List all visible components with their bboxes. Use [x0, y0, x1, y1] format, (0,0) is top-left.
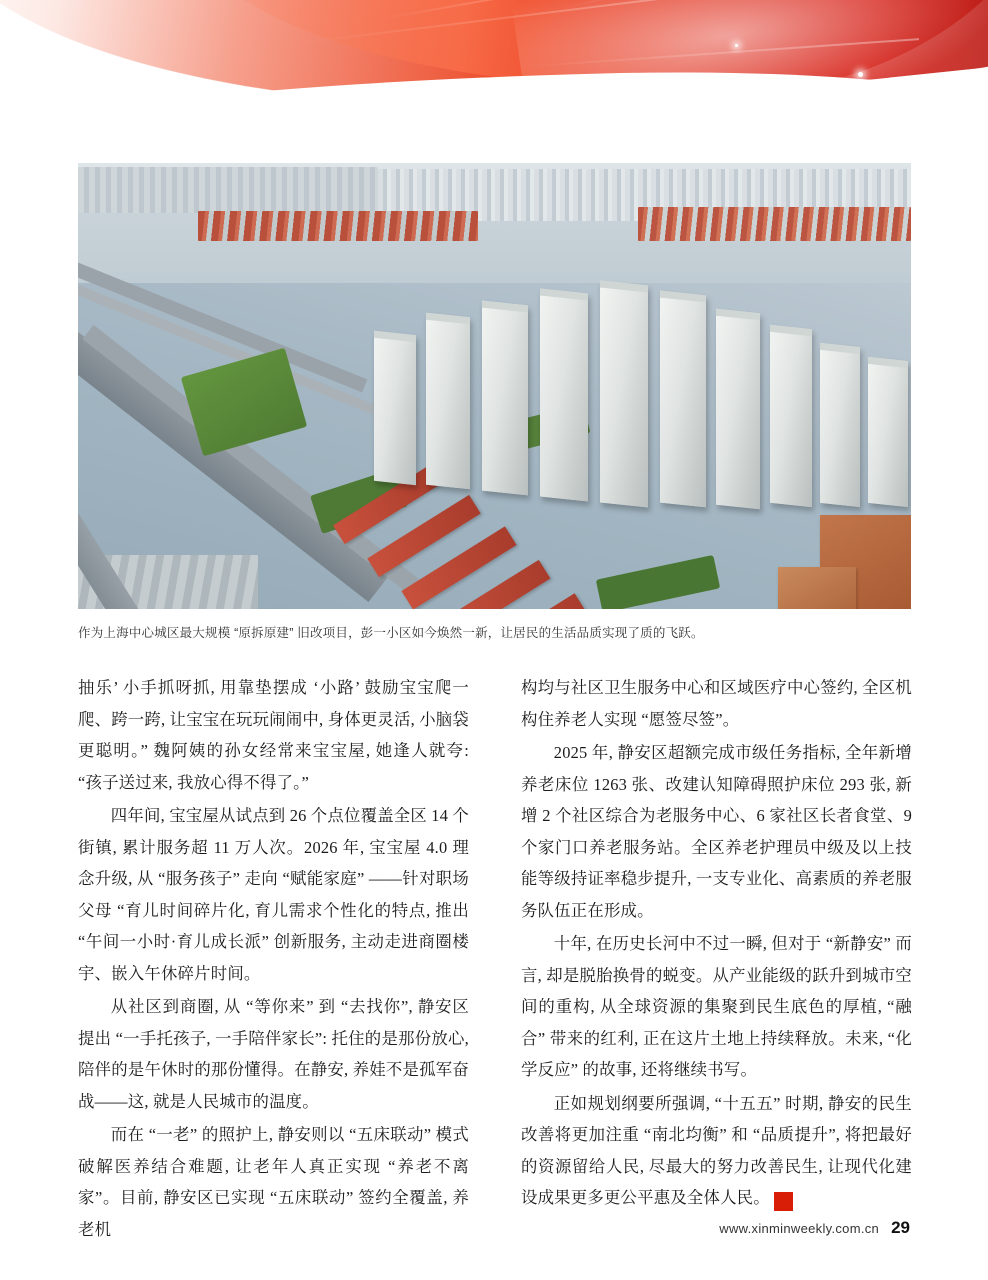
page-footer	[719, 1218, 910, 1238]
paragraph-text: 正如规划纲要所强调, “十五五” 时期, 静安的民生改善将更加注重 “南北均衡” 和 “品质提升”, 将把最好的资源留给人民, 尽最大的努力改善民生, 让现代化建设成果更多更公平惠及全体人民。	[521, 1093, 912, 1207]
paragraph: 而在 “一老” 的照护上, 静安则以 “五床联动” 模式破解医养结合难题, 让老年人真正实现 “养老不离家”。目前, 静安区已实现 “五床联动” 签约全覆盖, 养老机	[78, 1125, 469, 1239]
photo-caption: 作为上海中心城区最大规模 “原拆原建” 旧改项目，彭一小区如今焕然一新，让居民的生活品质实现了质的飞跃。	[78, 626, 704, 640]
paragraph: 从社区到商圈, 从 “等你来” 到 “去找你”, 静安区提出 “一手托孩子, 一手陪伴家长”: 托住的是那份放心, 陪伴的是午休时的那份懂得。在静安, 养娃不是孤军奋战——这, 就是人民城市的温度。	[78, 997, 469, 1111]
photo-tower-5	[600, 280, 648, 507]
article-body	[78, 672, 912, 1247]
photo-far-redroofs-2	[638, 207, 911, 241]
article-photo	[78, 163, 911, 609]
photo-tower-2	[426, 313, 470, 490]
right-column	[521, 672, 912, 1247]
article-end-mark: R	[774, 1192, 793, 1211]
photo-tower-10	[868, 357, 908, 507]
paragraph: 十年, 在历史长河中不过一瞬, 但对于 “新静安” 而言, 却是脱胎换骨的蜕变。从产业能级的跃升到城市空间的重构, 从全球资源的集聚到民生底色的厚植, “融合” 带来的红利, 正在这片土地上持续释放。未来, “化学反应” 的故事, 还将继续书写。	[521, 934, 912, 1079]
footer-website: www.xinminweekly.com.cn	[719, 1221, 880, 1236]
photo-tower-3	[482, 301, 528, 496]
paragraph: 2025 年, 静安区超额完成市级任务指标, 全年新增养老床位 1263 张、改建认知障碍照护床位 293 张, 新增 2 个社区综合为老服务中心、6 家社区长者食堂、9 个家门口养老服务站。全区养老护理员中级及以上技能等级持证率稳步提升, 一支专业化、高素质的养老服务队伍正在形成。	[521, 743, 912, 920]
photo-tower-9	[820, 343, 860, 507]
photo-far-redroofs	[198, 211, 478, 241]
paragraph: 构均与社区卫生服务中心和区域医疗中心签约, 全区机构住养老人实现 “愿签尽签”。	[521, 678, 912, 729]
photo-tower-4	[540, 288, 588, 501]
left-column	[78, 672, 469, 1247]
photo-far-blocks-2	[78, 167, 378, 213]
photo-terracotta-cluster-2	[778, 567, 856, 609]
photo-sports-field	[181, 348, 307, 457]
aerial-city-photo	[78, 163, 911, 609]
photo-tower-7	[716, 309, 760, 510]
decorative-header-band	[0, 0, 988, 132]
header-sparkle-1	[858, 72, 863, 77]
paragraph-with-end-mark	[521, 1088, 912, 1214]
paragraph: 抽乐’ 小手抓呀抓, 用靠垫摆成 ‘小路’ 鼓励宝宝爬一爬、跨一跨, 让宝宝在玩玩闹闹中, 身体更灵活, 小脑袋更聪明。” 魏阿姨的孙女经常来宝宝屋, 她逢人就夸: “孩子送过来, 我放心得不得了。”	[78, 678, 469, 792]
paragraph: 四年间, 宝宝屋从试点到 26 个点位覆盖全区 14 个街镇, 累计服务超 11 万人次。2026 年, 宝宝屋 4.0 理念升级, 从 “服务孩子” 走向 “赋能家庭” ——针对职场父母 “育儿时间碎片化, 育儿需求个性化的特点, 推出 “午间一小时·育儿成长派” 创新服务, 主动走进商圈楼宇、嵌入午休碎片时间。	[78, 806, 469, 983]
photo-tower-8	[770, 325, 812, 507]
page-number: 29	[891, 1218, 910, 1237]
photo-green-strip-3	[596, 555, 720, 609]
header-sparkle-4	[735, 44, 738, 47]
photo-tower-6	[660, 291, 706, 508]
photo-tower-1	[374, 331, 416, 485]
